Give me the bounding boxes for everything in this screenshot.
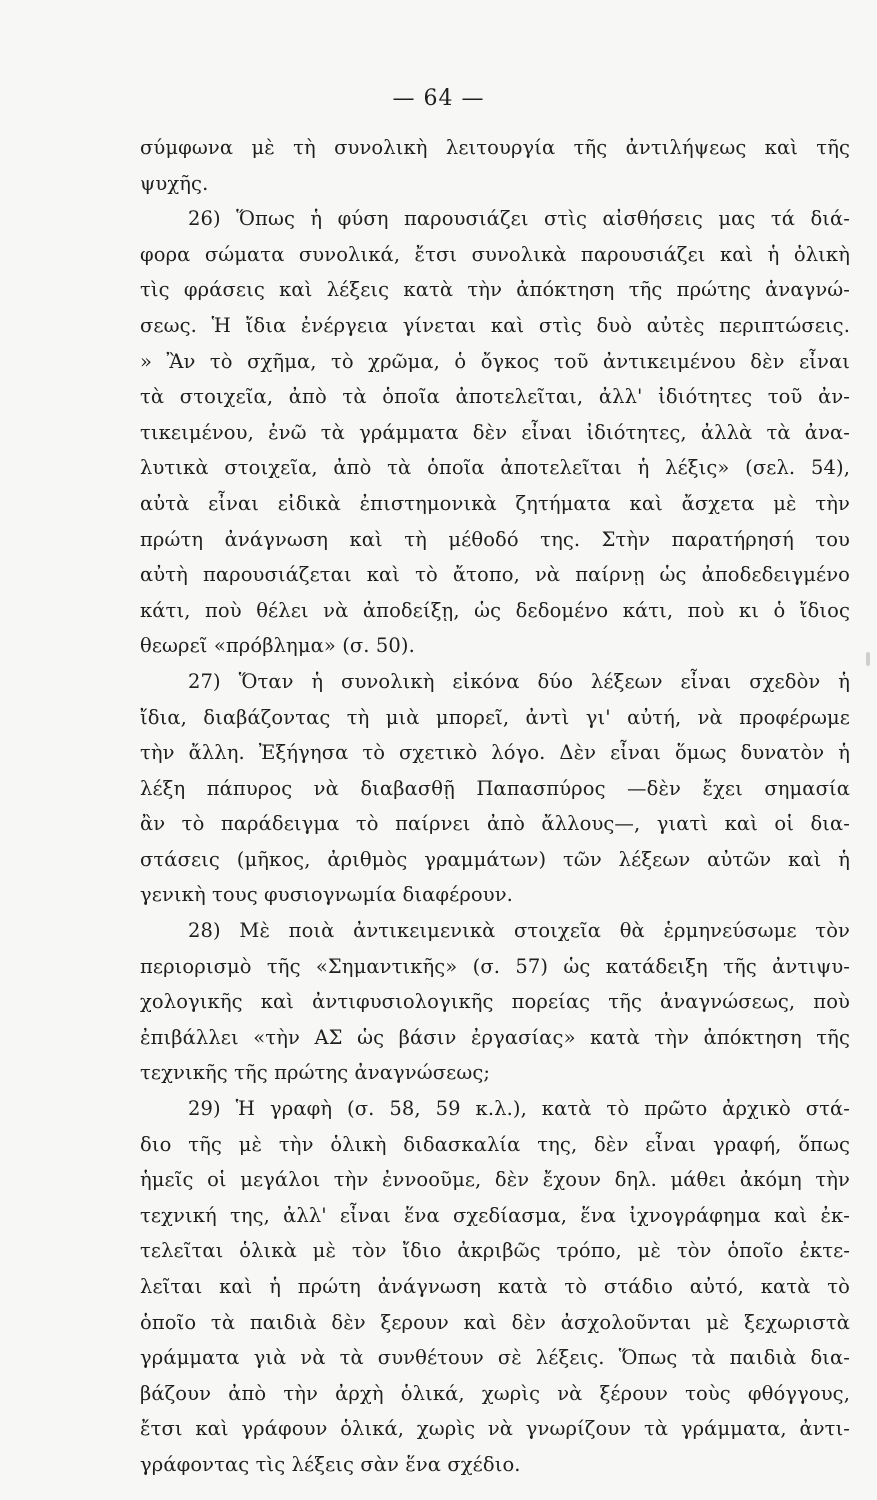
text-line: 26) Ὅπως ἡ φύση παρουσιάζει στὶς αἰσθήσεις μας τά διά- xyxy=(188,207,850,231)
text-line: βάζουν ἀπὸ τὴν ἀρχὴ ὁλικά, χωρὶς νὰ ξέρουν τοὺς φθόγγους, xyxy=(140,1381,850,1405)
text-line: περιορισμὸ τῆς «Σημαντικῆς» (σ. 57) ὡς κατάδειξη τῆς ἀντιψυ- xyxy=(140,954,850,978)
text-line: σύμφωνα μὲ τὴ συνολικὴ λειτουργία τῆς ἀντιλήψεως καὶ τῆς xyxy=(140,136,850,159)
text-line: 29) Ἡ γραφὴ (σ. 58, 59 κ.λ.), κατὰ τὸ πρῶτο ἀρχικὸ στά- xyxy=(188,1097,850,1121)
text-line: φορα σώματα συνολικά, ἔτσι συνολικὰ παρουσιάζει καὶ ἡ ὁλικὴ xyxy=(140,242,850,266)
text-line: τικειμένου, ἐνῶ τὰ γράμματα δὲν εἶναι ἰδιότητες, ἀλλὰ τὰ ἀνα- xyxy=(140,420,850,444)
text-line: αὐτὰ εἶναι εἰδικὰ ἐπιστημονικὰ ζητήματα καὶ ἄσχετα μὲ τὴν xyxy=(140,491,850,515)
text-line: πρώτη ἀνάγνωση καὶ τὴ μέθοδό της. Στὴν παρατήρησή του xyxy=(140,527,850,551)
text-line: τελεῖται ὁλικὰ μὲ τὸν ἴδιο ἀκριβῶς τρόπο, μὲ τὸν ὁποῖο ἐκτε- xyxy=(140,1239,850,1263)
text-line: ἔτσι καὶ γράφουν ὁλικά, χωρὶς νὰ γνωρίζουν τὰ γράμματα, ἀντι- xyxy=(140,1417,850,1441)
body-text xyxy=(140,130,850,1483)
text-line: τεχνικῆς τῆς πρώτης ἀναγνώσεως; xyxy=(140,1061,491,1085)
text-line: ἐπιβάλλει «τὴν ΑΣ ὡς βάσιν ἐργασίας» κατὰ τὴν ἀπόκτηση τῆς xyxy=(140,1025,850,1049)
text-line: σεως. Ἡ ἴδια ἐνέργεια γίνεται καὶ στὶς δυὸ αὐτὲς περιπτώσεις. xyxy=(140,313,850,337)
text-line: ὁποῖο τὰ παιδιὰ δὲν ξερουν καὶ δὲν ἀσχολοῦνται μὲ ξεχωριστὰ xyxy=(140,1310,850,1334)
text-line: τὶς φράσεις καὶ λέξεις κατὰ τὴν ἀπόκτηση τῆς πρώτης ἀναγνώ- xyxy=(140,278,850,302)
scan-edge-mark xyxy=(866,652,870,666)
text-line: » Ἂν τὸ σχῆμα, τὸ χρῶμα, ὁ ὄγκος τοῦ ἀντικειμένου δὲν εἶναι xyxy=(140,349,850,373)
text-line: θεωρεῖ «πρόβλημα» (σ. 50). xyxy=(140,634,415,658)
text-line: γενικὴ τους φυσιογνωμία διαφέρουν. xyxy=(140,883,513,907)
page-number: — 64 — xyxy=(392,86,485,111)
text-line: γράμματα γιὰ νὰ τὰ συνθέτουν σὲ λέξεις. Ὅπως τὰ παιδιὰ δια- xyxy=(140,1346,850,1370)
text-line: τὴν ἄλλη. Ἐξήγησα τὸ σχετικὸ λόγο. Δὲν εἶναι ὅμως δυνατὸν ἡ xyxy=(140,741,850,765)
text-line: λέξη πάπυρος νὰ διαβασθῇ Παπασπύρος —δὲν ἔχει σημασία xyxy=(140,776,850,800)
text-line: αὐτὴ παρουσιάζεται καὶ τὸ ἄτοπο, νὰ παίρνῃ ὡς ἀποδεδειγμένο xyxy=(140,563,850,587)
text-line: λυτικὰ στοιχεῖα, ἀπὸ τὰ ὁποῖα ἀποτελεῖται ἡ λέξις» (σελ. 54), xyxy=(140,456,850,480)
text-line: κάτι, ποὺ θέλει νὰ ἀποδείξῃ, ὡς δεδομένο κάτι, ποὺ κι ὁ ἴδιος xyxy=(140,598,850,622)
text-line: στάσεις (μῆκος, ἀριθμὸς γραμμάτων) τῶν λέξεων αὐτῶν καὶ ἡ xyxy=(140,847,850,871)
text-line: χολογικῆς καὶ ἀντιφυσιολογικῆς πορείας τῆς ἀναγνώσεως, ποὺ xyxy=(140,990,850,1014)
text-line: ἡμεῖς οἱ μεγάλοι τὴν ἐννοοῦμε, δὲν ἔχουν δηλ. μάθει ἀκόμη τὴν xyxy=(140,1168,850,1192)
text-line: τὰ στοιχεῖα, ἀπὸ τὰ ὁποῖα ἀποτελεῖται, ἀλλ' ἰδιότητες τοῦ ἀν- xyxy=(140,385,850,409)
text-line: διο τῆς μὲ τὴν ὁλικὴ διδασκαλία της, δὲν εἶναι γραφή, ὅπως xyxy=(140,1132,850,1156)
text-line: ψυχῆς. xyxy=(140,171,209,195)
text-line: λεῖται καὶ ἡ πρώτη ἀνάγνωση κατὰ τὸ στάδιο αὐτό, κατὰ τὸ xyxy=(140,1275,850,1298)
text-line: 28) Μὲ ποιὰ ἀντικειμενικὰ στοιχεῖα θὰ ἑρμηνεύσωμε τὸν xyxy=(188,919,850,943)
text-line: 27) Ὅταν ἡ συνολικὴ εἰκόνα δύο λέξεων εἶναι σχεδὸν ἡ xyxy=(188,669,850,693)
text-line: τεχνική της, ἀλλ' εἶναι ἕνα σχεδίασμα, ἕνα ἰχνογράφημα καὶ ἐκ- xyxy=(140,1203,850,1227)
text-line: γράφοντας τὶς λέξεις σὰν ἕνα σχέδιο. xyxy=(140,1452,521,1476)
text-line: ἂν τὸ παράδειγμα τὸ παίρνει ἀπὸ ἄλλους—, γιατὶ καὶ οἱ δια- xyxy=(140,812,850,836)
text-line: ἴδια, διαβάζοντας τὴ μιὰ μπορεῖ, ἀντὶ γι' αὐτή, νὰ προφέρωμε xyxy=(140,705,850,729)
